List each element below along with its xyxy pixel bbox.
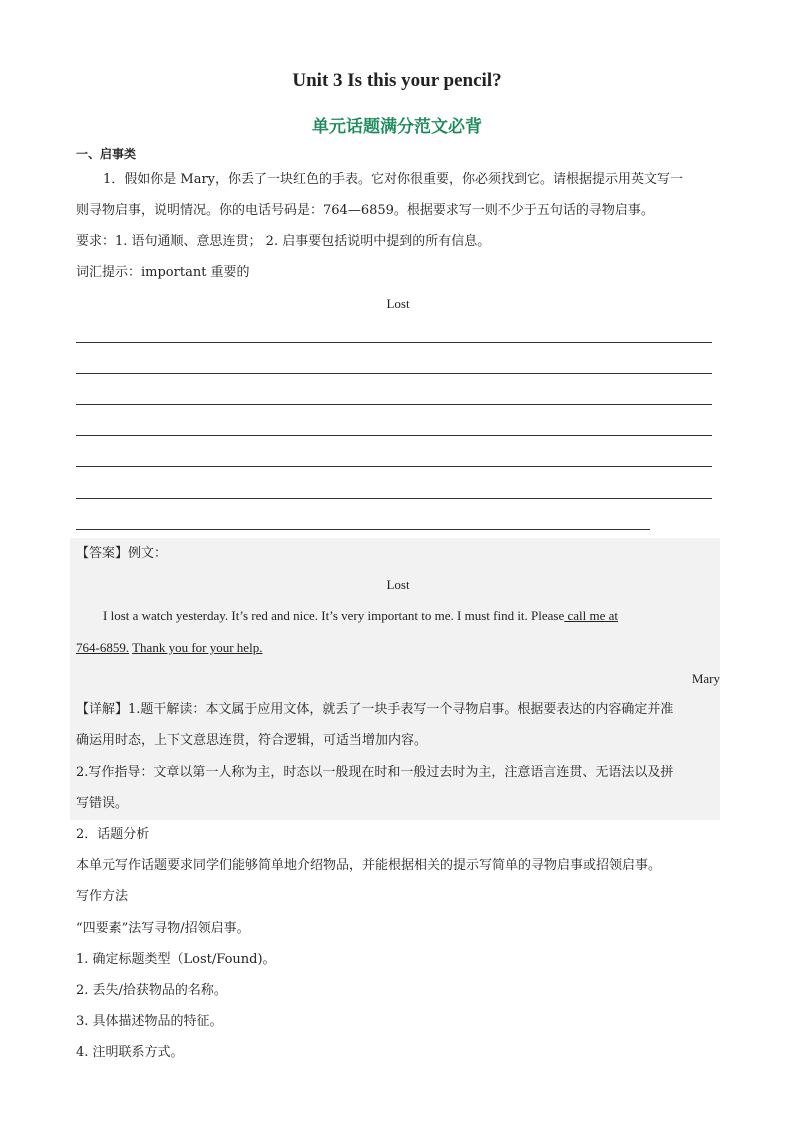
answer-signature: Mary — [691, 671, 720, 686]
answer-body-line-2 — [76, 632, 720, 663]
method-step: 3. 具体描述物品的特征。 — [76, 1014, 223, 1029]
method-desc: “四要素”法写寻物/招领启事。 — [76, 921, 250, 936]
task-line-2: 则寻物启事，说明情况。你的电话号码是：764—6859。根据要求写一则不少于五句话的寻物启事。 — [76, 203, 654, 218]
method-step: 1. 确定标题类型（Lost/Found)。 — [76, 952, 276, 967]
topic-intro: 本单元写作话题要求同学们能够简单地介绍物品，并能根据相关的提示写简单的寻物启事或招领启事。 — [76, 858, 662, 873]
section-heading-topic: 2．话题分析 — [76, 827, 150, 842]
detail-line-3: 2.写作指导：文章以第一人称为主，时态以一般现在时和一般过去时为主，注意语言连贯、无语法以及拼 — [76, 765, 674, 780]
writing-title: Lost — [386, 296, 410, 311]
answer-body-line-1 — [76, 600, 720, 631]
section-heading-notice: 一、启事类 — [76, 147, 137, 161]
writing-line — [76, 342, 712, 343]
method-step: 4. 注明联系方式。 — [76, 1045, 184, 1060]
answer-phone: 764-6859. — [76, 640, 130, 655]
writing-line — [76, 529, 650, 530]
vocab-hint-line: 词汇提示：important 重要的 — [76, 265, 250, 280]
task-line-1: 1．假如你是 Mary，你丢了一块红色的手表。它对你很重要，你必须找到它。请根据提示用英文写一 — [103, 172, 684, 187]
answer-body-underlined: call me at — [564, 608, 619, 623]
page-title: Unit 3 Is this your pencil? — [292, 70, 502, 91]
answer-thanks: Thank you for your help. — [132, 640, 263, 655]
page-subtitle: 单元话题满分范文必背 — [312, 117, 482, 137]
answer-body-text: I lost a watch yesterday. It’s red and nice. It’s very important to me. I must find it. Please — [103, 608, 565, 623]
answer-title: Lost — [386, 577, 410, 592]
requirement-line: 要求：1. 语句通顺、意思连贯； 2. 启事要包括说明中提到的所有信息。 — [76, 234, 491, 249]
writing-line — [76, 435, 712, 436]
detail-line-4: 写错误。 — [76, 796, 129, 811]
answer-label: 【答案】例文： — [76, 546, 168, 561]
method-step: 2. 丢失/拾获物品的名称。 — [76, 983, 227, 998]
writing-line — [76, 498, 712, 499]
method-title: 写作方法 — [76, 889, 129, 904]
detail-line-2: 确运用时态，上下文意思连贯，符合逻辑，可适当增加内容。 — [76, 733, 428, 748]
detail-line-1: 【详解】1.题干解读：本文属于应用文体，就丢了一块手表写一个寻物启事。根据要表达的内容确定并准 — [76, 702, 674, 717]
writing-line — [76, 373, 712, 374]
writing-line — [76, 466, 712, 467]
writing-line — [76, 404, 712, 405]
